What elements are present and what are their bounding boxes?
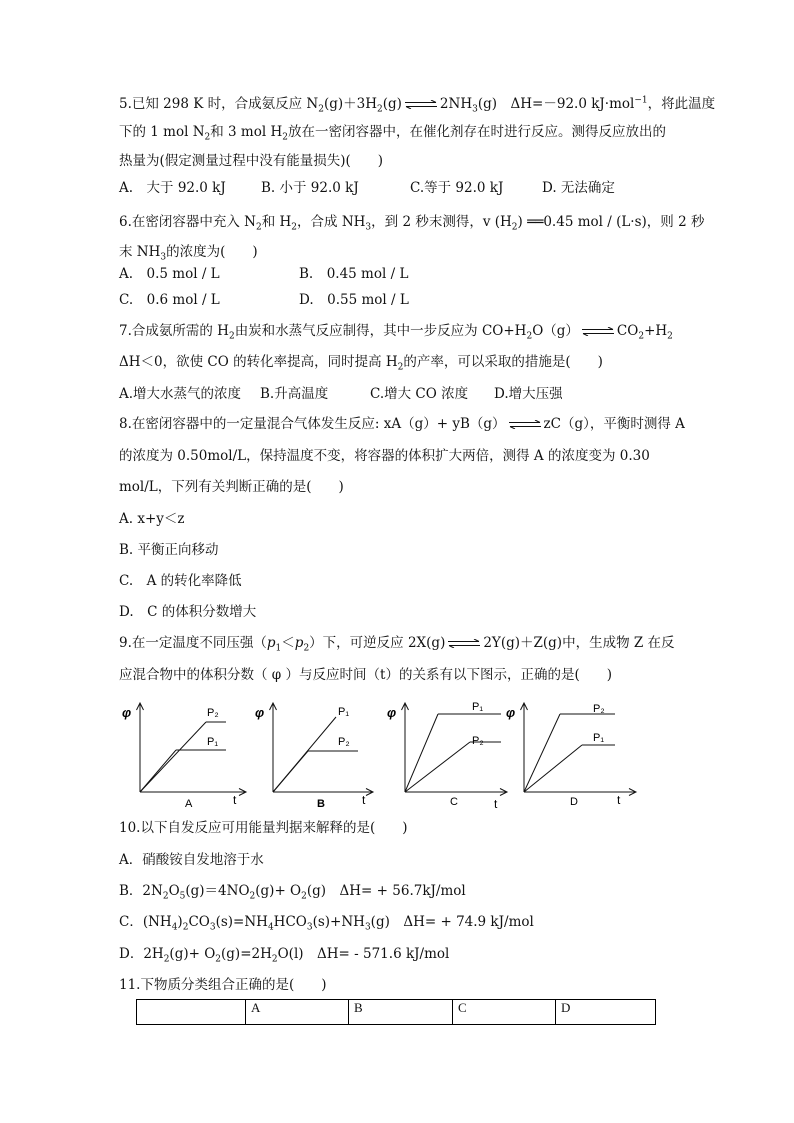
graph-b-phi: φ — [255, 705, 265, 720]
graph-c-t: t — [494, 797, 498, 811]
q6-option-d: D. 0.55 mol / L — [299, 292, 409, 308]
graph-c — [387, 701, 507, 811]
q10-option-c: C．$(NH_4)_2CO_3(s)=NH_4HCO_3(s)+NH_3(g)$ ΔH= + 74.9 kJ/mol — [119, 914, 534, 933]
graph-c-letter: C — [450, 796, 458, 808]
table-cell: D — [556, 1000, 656, 1025]
graph-a — [122, 703, 246, 810]
graph-d-phi: φ — [506, 705, 516, 720]
q6-option-b: B. 0.45 mol / L — [299, 266, 409, 282]
q10-stem: 10.以下自发反应可用能量判据来解释的是( ) — [119, 820, 408, 836]
equilibrium-arrow-icon — [447, 639, 481, 648]
q5-option-c: C.等于 92.0 kJ — [410, 180, 504, 196]
q7-option-b: B.升高温度 — [260, 386, 329, 402]
table-row — [137, 1000, 656, 1025]
equilibrium-arrow-icon — [508, 420, 542, 429]
graph-b-letter: B — [317, 798, 325, 810]
graph-d — [506, 703, 636, 808]
graph-a-phi: φ — [122, 705, 132, 720]
q11-stem: 11.下物质分类组合正确的是( ) — [119, 977, 327, 993]
graph-c-bottom-label: P₂ — [472, 735, 484, 747]
equilibrium-arrow-icon — [404, 100, 438, 109]
q5-line-2: 下的 1 mol $N_2$和 3 mol $H_2$放在一密闭容器中，在催化剂存在时进行反应。测得反应放出的 — [119, 124, 666, 143]
q7-line-2: ΔH＜0，欲使 CO 的转化率提高，同时提高 $H_2$的产率，可以采取的措施是( ) — [119, 354, 603, 373]
graph-c-phi: φ — [387, 705, 397, 720]
q9-line-2: 应混合物中的体积分数（ φ ）与反应时间（t）的关系有以下图示，正确的是( ) — [119, 667, 612, 683]
q11-table — [136, 999, 656, 1025]
q9-graphs — [118, 700, 648, 812]
graph-b-t: t — [362, 793, 366, 807]
q7-option-c: C.增大 CO 浓度 — [370, 386, 469, 402]
q7-line-1: 7.合成氨所需的 $H_2$由炭和水蒸气反应制得，其中一步反应为 $CO+H_2O(g)$ $CO_2+H_2$ — [119, 323, 673, 342]
q5-line-3: 热量为(假定测量过程中没有能量损失)( ) — [119, 153, 384, 169]
q10-option-a: A．硝酸铵自发地溶于水 — [119, 852, 264, 868]
q5-option-d: D. 无法确定 — [542, 180, 615, 196]
q7-option-d: D.增大压强 — [494, 386, 563, 402]
q6-option-c: C. 0.6 mol / L — [119, 292, 220, 308]
q6-line-2: 末 $NH_3$的浓度为( ) — [119, 244, 258, 263]
q7-option-a: A.增大水蒸气的浓度 — [119, 386, 242, 402]
q8-line-2: 的浓度为 0.50mol/L，保持温度不变，将容器的体积扩大两倍，测得 A 的浓度变为 0.30 — [119, 448, 650, 464]
graph-b-bottom-label: P₂ — [338, 736, 350, 748]
graph-a-letter: A — [185, 798, 193, 810]
q8-option-d: D. C 的体积分数增大 — [119, 604, 257, 620]
q8-line-1: 8.在密闭容器中的一定量混合气体发生反应: xA（g）+ yB（g） zC（g），平衡时测得 A — [119, 416, 685, 432]
graph-c-top-label: P₁ — [472, 701, 484, 713]
q6-option-a: A. 0.5 mol / L — [119, 266, 220, 282]
q8-option-b: B. 平衡正向移动 — [119, 542, 219, 558]
q8-option-c: C. A 的转化率降低 — [119, 573, 242, 589]
graph-d-top-label: P₂ — [593, 703, 605, 715]
q10-option-d: D．$2H_2(g)+ O_2(g)=2H_2O(l)$ ΔH= - 571.6 kJ/mol — [119, 946, 450, 965]
graph-a-top-label: P₂ — [207, 707, 219, 719]
q9-line-1: 9.在一定温度不同压强$(p_1<p_2)$下，可逆反应 2X(g) 2Y(g)＋Z(g)中，生成物 Z 在反 — [119, 635, 675, 654]
graph-a-bottom-label: P₁ — [207, 736, 219, 748]
table-cell: B — [349, 1000, 453, 1025]
graph-d-t: t — [617, 793, 621, 807]
q8-option-a: A. x+y＜z — [119, 511, 185, 527]
table-cell — [137, 1000, 246, 1025]
q5-option-a: A. 大于 92.0 kJ — [119, 180, 226, 196]
q10-option-b: B．$2N_2O_5(g)=4NO_2(g)+ O_2(g)$ ΔH= + 56.7kJ/mol — [119, 883, 466, 902]
graph-a-t: t — [233, 793, 237, 807]
table-cell: C — [453, 1000, 556, 1025]
graph-b-top-label: P₁ — [338, 706, 350, 718]
q5-line-1: 5.已知 298 K 时，合成氨反应 $N_2(g)+3H_2(g)$ $2NH_3(g)$ ΔH=－92.0 kJ·mol$^{-1}$，将此温度 — [119, 95, 716, 115]
graph-d-bottom-label: P₁ — [593, 732, 605, 744]
graph-d-letter: D — [570, 796, 578, 808]
table-cell: A — [246, 1000, 349, 1025]
q6-line-1: 6.在密闭容器中充入 $N_2$和 $H_2$，合成 $NH_3$，到 2 秒末测得，v $(H_2)$ ══0.45 mol / (L·s)，则 2 秒 — [119, 214, 705, 233]
equilibrium-arrow-icon — [581, 327, 615, 336]
q8-line-3: mol/L，下列有关判断正确的是( ) — [119, 479, 344, 495]
q5-option-b: B. 小于 92.0 kJ — [261, 180, 359, 196]
graph-b — [255, 703, 373, 810]
